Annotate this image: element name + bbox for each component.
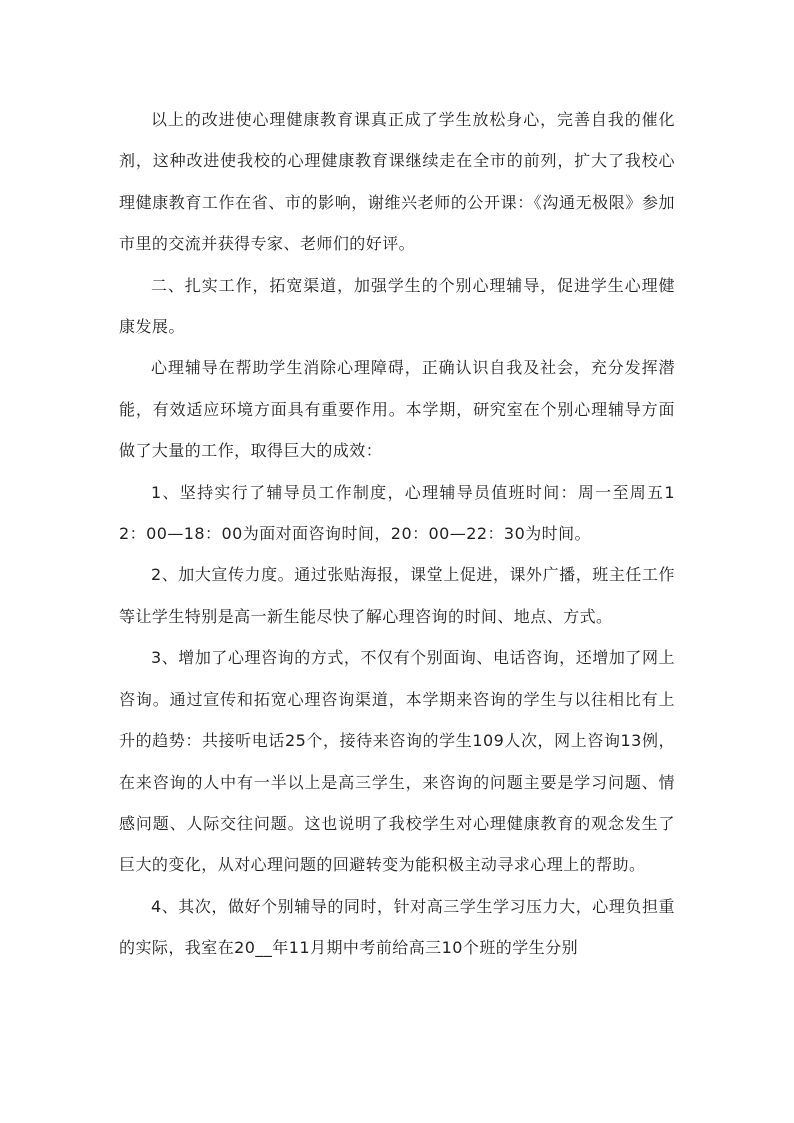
paragraph-5-item-2: 2、加大宣传力度。通过张贴海报，课堂上促进，课外广播，班主任工作等让学生特别是高一新生能尽快了解心理咨询的时间、地点、方式。	[119, 565, 675, 626]
paragraph-7-item-4: 4、其次，做好个别辅导的同时，针对高三学生学习压力大，心理负担重的实际，我室在20__年11月期中考前给高三10个班的学生分别	[119, 896, 675, 958]
paragraph-4-item-1: 1、坚持实行了辅导员工作制度，心理辅导员值班时间：周一至周五12：00—18：00为面对面咨询时间，20：00—22：30为时间。	[119, 482, 675, 544]
paragraph-3: 心理辅导在帮助学生消除心理障碍，正确认识自我及社会，充分发挥潜能，有效适应环境方面具有重要作用。本学期，研究室在个别心理辅导方面做了大量的工作，取得巨大的成效：	[119, 358, 675, 461]
paragraph-1: 以上的改进使心理健康教育课真正成了学生放松身心，完善自我的催化剂，这种改进使我校的心理健康教育课继续走在全市的前列，扩大了我校心理健康教育工作在省、市的影响，谢维兴老师的公开课：《沟通无极限》参加市里的交流并获得专家、老师们的好评。	[119, 110, 675, 254]
document-body	[119, 99, 675, 969]
paragraph-2-section-heading: 二、扎实工作，拓宽渠道，加强学生的个别心理辅导，促进学生心理健康发展。	[119, 275, 675, 337]
paragraph-6-item-3: 3、增加了心理咨询的方式，不仅有个别面询、电话咨询，还增加了网上咨询。通过宣传和拓宽心理咨询渠道，本学期来咨询的学生与以往相比有上升的趋势：共接听电话25个，接待来咨询的学生109人次，网上咨询13例，在来咨询的人中有一半以上是高三学生，来咨询的问题主要是学习问题、情感问题、人际交往问题。这也说明了我校学生对心理健康教育的观念发生了巨大的变化，从对心理问题的回避转变为能积极主动寻求心理上的帮助。	[119, 648, 675, 875]
